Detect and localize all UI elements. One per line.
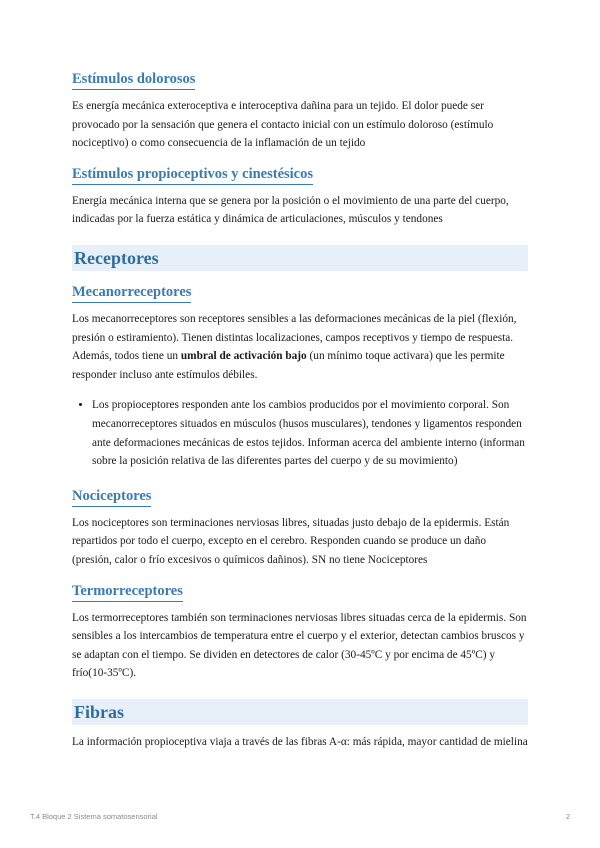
list-item-propioceptores: • Los propioceptores responden ante los cambios producidos por el movimiento corporal. Son mecanorreceptores situados en músculos (husos musculares), tendones y ligamentos responden ante deformaciones mecánicas de estos tejidos. Informan acerca del ambiente interno (informan sobre la posición relativa de las diferentes partes del cuerpo y de su movimiento) [92, 396, 528, 470]
section-nociceptores [72, 487, 528, 570]
paragraph-mecanorreceptores [72, 310, 528, 384]
heading-nociceptores: Nociceptores [72, 487, 151, 507]
document-page [72, 70, 528, 763]
paragraph-estimulos-dolorosos: Es energía mecánica exteroceptiva e interoceptiva dañina para un tejido. El dolor puede ser provocado por la sensación que genera el contacto inicial con un estímulo doloroso (estímulo nociceptivo) o como consecuencia de la inflamación de un tejido [72, 100, 494, 150]
paragraph-nociceptores: Los nociceptores son terminaciones nerviosas libres, situadas justo debajo de la epidermis. Están repartidos por todo el cuerpo, excepto en el cerebro. Responden cuando se produce un daño (presión, calor o frío excesivos o químicos dañinos). SN no tiene Nociceptores [72, 516, 510, 566]
heading-fibras: Fibras [72, 699, 528, 725]
section-mecanorreceptores [72, 283, 528, 471]
umbral-activacion-bold: umbral de activación bajo [180, 350, 307, 363]
heading-estimulos-propioceptivos: Estímulos propioceptivos y cinestésicos [72, 165, 313, 185]
propioceptores-list [72, 396, 528, 470]
section-estimulos-propioceptivos [72, 165, 528, 229]
section-termorreceptores [72, 582, 528, 683]
footer-title: T.4 Bloque 2 Sistema somatosensorial [30, 812, 158, 821]
section-estimulos-dolorosos [72, 70, 528, 153]
paragraph-fibras: La información propioceptiva viaja a través de las fibras A-α: más rápida, mayor cantidad de mielina [72, 735, 528, 748]
heading-mecanorreceptores: Mecanorreceptores [72, 283, 191, 303]
page-number: 2 [565, 812, 570, 821]
mecanorreceptores-text-end: (un mínimo toque activara) que les permite responder incluso ante estímulos débiles. [72, 350, 505, 381]
mecanorreceptores-text-start: Los mecanorreceptores son receptores sensibles a las deformaciones mecánicas de la piel (flexión, presión o estiramiento). Tienen distintas localizaciones, campos receptivos y tiempo de respuesta. Además, todos tiene un [72, 312, 517, 363]
heading-termorreceptores: Termorreceptores [72, 582, 183, 602]
heading-receptores: Receptores [72, 245, 528, 271]
paragraph-estimulos-propioceptivos: Energía mecánica interna que se genera por la posición o el movimiento de una parte del cuerpo, indicadas por la fuerza estática y dinámica de articulaciones, músculos y tendones [72, 194, 509, 226]
heading-estimulos-dolorosos: Estímulos dolorosos [72, 70, 195, 90]
paragraph-termorreceptores: Los termorreceptores también son terminaciones nerviosas libres situadas cerca de la epidermis. Son sensibles a los intercambios de temperatura entre el cuerpo y el exterior, detectan cambios bruscos y se adaptan con el tiempo. Se dividen en detectores de calor (30-45ºC y por encima de 45ºC) y frío(10-35ºC). [72, 611, 527, 680]
page-footer [30, 812, 570, 821]
